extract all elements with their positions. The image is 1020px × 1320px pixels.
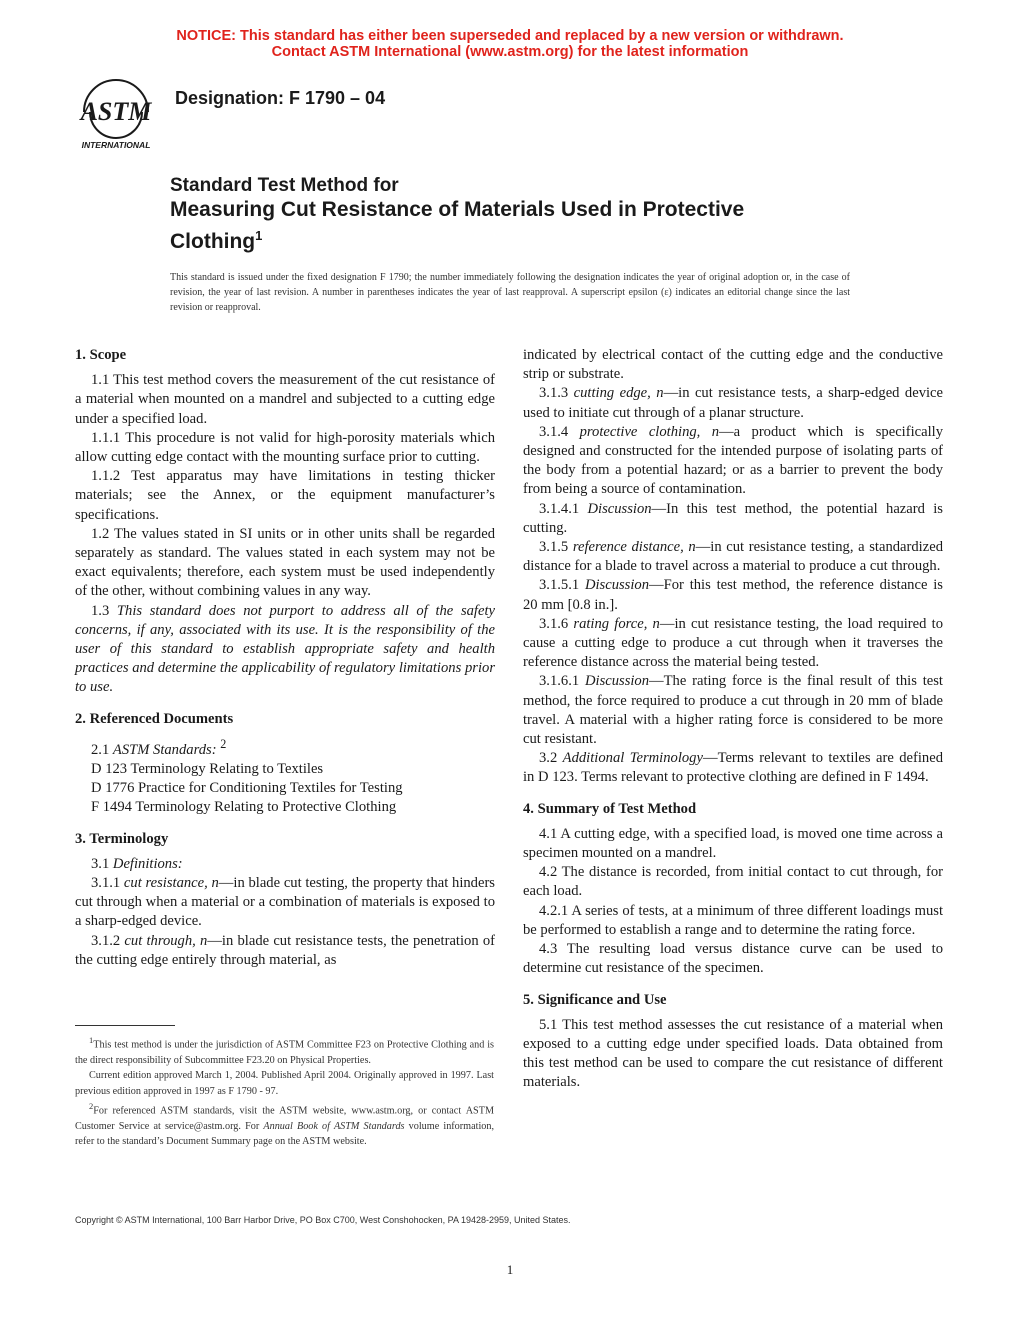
defined-term: rating force, n <box>573 615 660 632</box>
paragraph-4-2: 4.2 The distance is recorded, from initial contact to cut through, for each load. <box>523 864 943 900</box>
defined-term: reference distance, n <box>572 539 696 556</box>
copyright-line: Copyright © ASTM International, 100 Barr Harbor Drive, PO Box C700, West Conshohocken, PA 19428-2959, United States. <box>75 1215 571 1225</box>
section-heading-terminology: 3. Terminology <box>75 830 169 847</box>
paragraph-number: 3.1.3 <box>539 385 569 402</box>
footnote-marker: 2 <box>220 736 227 751</box>
section-heading-summary: 4. Summary of Test Method <box>523 800 697 817</box>
paragraph-3-1-6 <box>523 615 943 673</box>
paragraph-number: 3.1.6.1 <box>539 673 580 690</box>
paragraph-3-1-6-1 <box>523 672 943 749</box>
paragraph-2-1 <box>75 735 495 760</box>
paragraph-3-2 <box>523 749 943 787</box>
paragraph-number: 3.2 <box>539 750 558 767</box>
title-line-2: Measuring Cut Resistance of Materials Used in Protective <box>170 198 745 221</box>
defined-term: Additional Terminology <box>562 750 703 767</box>
paragraph-3-1-1 <box>75 874 495 932</box>
paragraph-1-3 <box>75 602 495 698</box>
reference-d123: D 123 Terminology Relating to Textiles <box>91 760 324 777</box>
paragraph-1-1: 1.1 This test method covers the measurement of the cut resistance of a material when mounted on a mandrel and subjected to a cutting edge under a specified load. <box>75 372 495 427</box>
paragraph-1-1-2: 1.1.2 Test apparatus may have limitations in testing thicker materials; see the Annex, or the equipment manufacturer’s specifications. <box>75 468 495 523</box>
discussion-label: Discussion <box>584 577 650 594</box>
paragraph-1-2: 1.2 The values stated in SI units or in other units shall be regarded separately as standard. The values stated in each system may not be exact equivalents; therefore, each system must be used independently of the other, without combining values in any way. <box>75 525 495 600</box>
logo-subtext: INTERNATIONAL <box>81 140 151 150</box>
definitions-label: Definitions: <box>112 855 183 872</box>
safety-caveat: This standard does not purport to address all of the safety concerns, if any, associated with its use. It is the responsibility of the user of this standard to establish appropriate safety and health practices and determine the applicability of regulatory limitations prior to use. <box>75 602 495 696</box>
paragraph-number: 3.1.5.1 <box>539 577 580 594</box>
paragraph-3-1-4-1 <box>523 500 943 538</box>
paragraph-3-1-3 <box>523 384 943 422</box>
paragraph-number: 3.1.2 <box>91 932 121 949</box>
astm-logo <box>70 72 162 152</box>
definition-text: —in cut resistance testing, a standardized distance for a blade to travel across a material to produce a cut through. <box>523 539 943 575</box>
footnote-text: This test method is under the jurisdiction of ASTM Committee F23 on Protective Clothing and is the direct responsibility of Subcommittee F23.20 on Physical Properties. <box>75 1039 494 1066</box>
notice-line-1: NOTICE: This standard has either been superseded and replaced by a new version or withdrawn. <box>176 28 844 44</box>
paragraph-4-1: 4.1 A cutting edge, with a specified load, is moved one time across a specimen mounted on a mandrel. <box>523 825 943 862</box>
paragraph-number: 3.1 <box>91 855 110 872</box>
title-line-3-text: Clothing <box>170 230 256 253</box>
footnote-2 <box>75 1099 494 1150</box>
page-number: 1 <box>506 1262 514 1277</box>
paragraph-number: 3.1.4 <box>539 423 569 440</box>
paragraph-number: 3.1.6 <box>539 615 569 632</box>
definition-text: —in blade cut testing, the property that hinders cut through when a material or a combination of materials is exposed to a sharp-edged device. <box>75 874 495 930</box>
discussion-label: Discussion <box>584 673 650 690</box>
paragraph-3-1-5 <box>523 538 943 576</box>
title-line-3 <box>170 223 870 255</box>
definition-text: —in blade cut resistance tests, the penetration of the cutting edge entirely through material, as <box>75 932 496 968</box>
definition-text: —a product which is specifically designed and constructed for the intended purpose of isolating parts of the body from a potential hazard; or as a barrier to prevent the body from being a source of contamination. <box>523 423 943 498</box>
footnote-1-edition: Current edition approved March 1, 2004. Published April 2004. Originally approved in 1997. Last previous edition approved in 1997 as F 1790 - 97. <box>75 1070 494 1097</box>
section-heading-scope: 1. Scope <box>75 347 127 363</box>
defined-term: protective clothing, n <box>579 423 720 440</box>
defined-term: cut through, n <box>124 932 208 949</box>
document-title <box>170 175 870 255</box>
title-line-1: Standard Test Method for <box>170 175 399 196</box>
footnote-marker: 1 <box>89 1035 94 1045</box>
paragraph-3-1-4 <box>523 423 943 500</box>
defined-term: cutting edge, n <box>573 385 664 402</box>
title-footnote-marker: 1 <box>255 228 263 243</box>
paragraph-3-1-2-continued: indicated by electrical contact of the cutting edge and the conductive strip or substrate. <box>523 347 943 383</box>
logo-text: ASTM <box>80 97 152 126</box>
paragraph-number: 3.1.1 <box>91 874 121 891</box>
footnote-1 <box>75 1033 494 1068</box>
paragraph-3-1 <box>75 855 495 874</box>
left-column <box>75 346 495 970</box>
paragraph-number: 1.3 <box>91 602 110 619</box>
notice-line-2: Contact ASTM International (www.astm.org) for the latest information <box>271 44 749 60</box>
reference-f1494: F 1494 Terminology Relating to Protective Clothing <box>91 799 397 816</box>
footnote-divider <box>75 1025 175 1026</box>
paragraph-4-3: 4.3 The resulting load versus distance curve can be used to determine cut resistance of the specimen. <box>523 941 943 977</box>
paragraph-3-1-2 <box>75 932 495 970</box>
reference-d1776: D 1776 Practice for Conditioning Textiles for Testing <box>91 780 403 797</box>
definition-text: —Terms relevant to textiles are defined in D 123. Terms relevant to protective clothing are defined in F 1494. <box>523 750 943 786</box>
section-heading-referenced-documents: 2. Referenced Documents <box>75 710 234 727</box>
discussion-label: Discussion <box>587 500 652 517</box>
paragraph-number: 3.1.4.1 <box>539 500 580 517</box>
footnote-italic: Annual Book of ASTM Standards <box>263 1120 405 1132</box>
issuance-note: This standard is issued under the fixed designation F 1790; the number immediately following the designation indicates the year of original adoption or, in the case of revision, the year of last revision. A number in parentheses indicates the year of last reapproval. A superscript epsilon (ε) indicates an editorial change since the last revision or reapproval. <box>170 272 850 313</box>
designation: Designation: F 1790 – 04 <box>175 88 386 108</box>
defined-term: cut resistance, n <box>123 874 219 891</box>
paragraph-1-1-1: 1.1.1 This procedure is not valid for high-porosity materials which allow cutting edge contact with the mounting surface prior to cutting. <box>75 429 495 466</box>
discussion-text: —In this test method, the potential hazard is cutting. <box>523 500 943 536</box>
definition-text: —in cut resistance tests, a sharp-edged device used to initiate cut through of a planar structure. <box>523 385 943 421</box>
astm-standards-label: ASTM Standards: <box>112 741 217 758</box>
footnotes <box>75 1033 494 1150</box>
discussion-text: —The rating force is the final result of this test method, the force required to produce a cut through in 20 mm of blade travel. A material with a higher rating force is considered to be more cut resistant. <box>523 673 943 748</box>
paragraph-5-1: 5.1 This test method assesses the cut resistance of a material when exposed to a cutting edge under specified loads. Data obtained from this test method can be used to compare the cut resistance of different materials. <box>523 1016 943 1091</box>
footnote-text: volume information, refer to the standard’s Document Summary page on the ASTM website. <box>75 1120 495 1148</box>
footnote-marker: 2 <box>89 1101 94 1112</box>
section-heading-significance: 5. Significance and Use <box>523 991 667 1008</box>
definition-text: —in cut resistance testing, the load required to cause a cutting edge to produce a cut through when it traverses the reference distance across the material being tested. <box>523 615 943 671</box>
discussion-text: —For this test method, the reference distance is 20 mm [0.8 in.]. <box>523 577 943 613</box>
footnote-text: For referenced ASTM standards, visit the ASTM website, www.astm.org, or contact ASTM Customer Service at service@astm.org. For <box>75 1105 494 1132</box>
paragraph-number: 3.1.5 <box>539 539 569 556</box>
right-column <box>523 346 943 1093</box>
paragraph-3-1-5-1 <box>523 576 943 614</box>
withdrawal-notice <box>0 28 1020 60</box>
paragraph-4-2-1: 4.2.1 A series of tests, at a minimum of three different loadings must be performed to establish a range and to determine the rating force. <box>523 902 943 938</box>
paragraph-number: 2.1 <box>91 741 110 758</box>
